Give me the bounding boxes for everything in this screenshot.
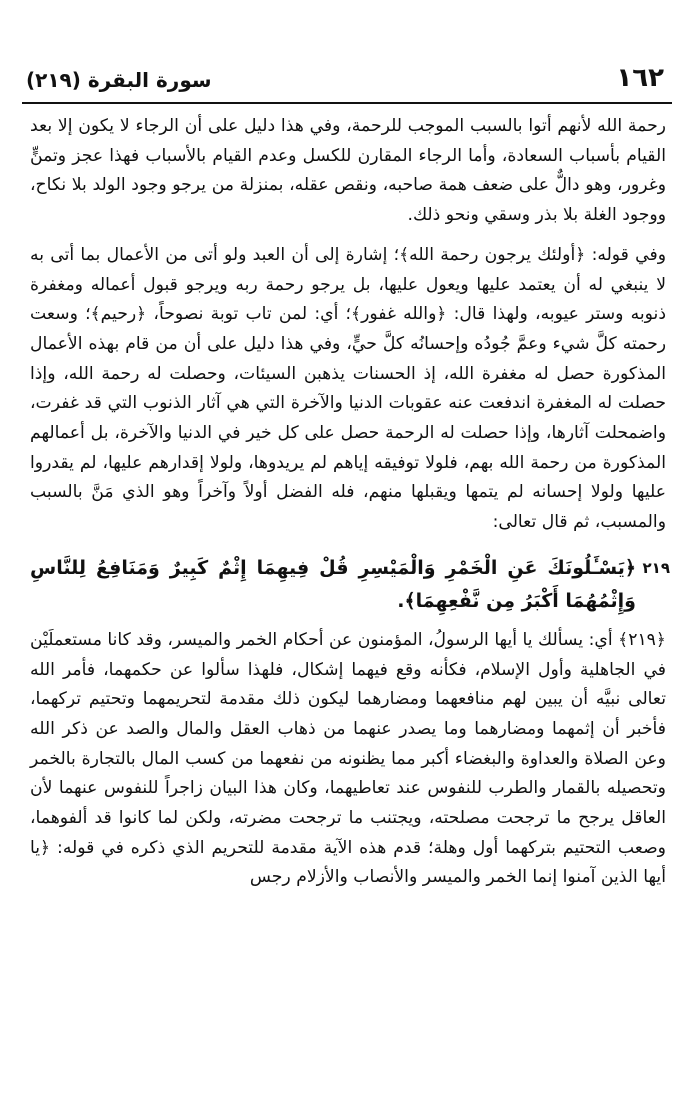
page-body: [30, 112, 670, 893]
surah-title: سورة البقرة (٢١٩): [26, 68, 212, 92]
verse-number: ٢١٩: [642, 558, 670, 577]
verse-text: ﴿يَسْـَٔلُونَكَ عَنِ الْخَمْرِ وَالْمَيْسِرِ قُلْ فِيهِمَا إِثْمٌ كَبِيرٌ وَمَنَافِعُ لِلنَّاسِ وَإِثْمُهُمَا أَكْبَرُ مِن نَّفْعِهِمَا﴾.: [30, 556, 636, 612]
quran-verse: [30, 552, 670, 618]
paragraph-rajaa: رحمة الله لأنهم أتوا بالسبب الموجب للرحمة، وفي هذا دليل على أن الرجاء لا يكون إلا بعد القيام بأسباب السعادة، وأما الرجاء المقارن للكسل وعدم القيام بالأسباب فهذا عجز وتمنٍّ وغرور، وهو دالٌّ على ضعف همة صاحبه، ونقص عقله، بمنزلة من يرجو وجود الولد بلا نكاح، ووجود الغلة بلا بذر وسقي ونحو ذلك.: [30, 116, 666, 226]
page-number: ١٦٢: [616, 63, 664, 93]
page-header: [22, 58, 672, 104]
paragraph-verse-commentary: ﴿٢١٩﴾ أي: يسألك يا أيها الرسولُ، المؤمنون عن أحكام الخمر والميسر، وقد كانا مستعملَيْن في الجاهلية وأول الإسلام، فكأنه وقع فيهما إشكال، فلهذا سألوا عن حكمهما، فأمر الله تعالى نبيَّه أن يبين لهم منافعهما ومضارهما ليكون ذلك مقدمة لتحريمهما وتحتيم تركهما، فأخبر أن إثمهما ومضارهما وما يصدر عنهما من ذهاب العقل والمال والصد عن ذكر الله وعن الصلاة والعداوة والبغضاء أكبر مما يظنونه من نفعهما من كسب المال بالتجارة بالخمر وتحصيله بالقمار والطرب للنفوس عند تعاطيهما، وكان هذا البيان زاجراً للنفوس عنهما لأن العاقل يرجح ما ترجحت مصلحته، ويجتنب ما ترجحت مضرته، ولكن لما كانوا قد ألفوهما، وصعب التحتيم بتركهما أول وهلة؛ قدم هذه الآية مقدمة للتحريم الذي ذكره في قوله: ﴿يا أيها الذين آمنوا إنما الخمر والميسر والأنصاب والأزلام رجس: [30, 629, 666, 888]
paragraph-commentary: وفي قوله: ﴿أولئك يرجون رحمة الله﴾؛ إشارة إلى أن العبد ولو أتى من الأعمال بما أتى به لا ينبغي له أن يعتمد عليها ويعول عليها، بل يرجو رحمة ربه ويرجو قبول أعماله ومغفرة ذنوبه وستر عيوبه، ولهذا قال: ﴿والله غفور﴾؛ أي: لمن تاب توبة نصوحاً، ﴿رحيم﴾؛ وسعت رحمته كلَّ شيء وعمَّ جُودُه وإحسانُه كلَّ حيٍّ، وفي هذا دليل على أن من قام بهذه الأعمال المذكورة حصل له مغفرة الله، إذ الحسنات يذهبن السيئات، وحصلت له رحمة الله، وإذا حصلت له المغفرة اندفعت عنه عقوبات الدنيا والآخرة التي هي آثار الذنوب التي قد غفرت، واضمحلت آثارها، وإذا حصلت له الرحمة حصل على كل خير في الدنيا والآخرة، بل أعمالهم المذكورة من رحمة الله بهم، فلولا توفيقه إياهم لم يريدوها، ولولا إقدارهم عليها، لم يقدروا عليها ولولا إحسانه لم يتمها ويقبلها منهم، فله الفضل أولاً وآخراً وهو الذي مَنَّ بالسبب والمسبب، ثم قال تعالى:: [30, 244, 666, 533]
